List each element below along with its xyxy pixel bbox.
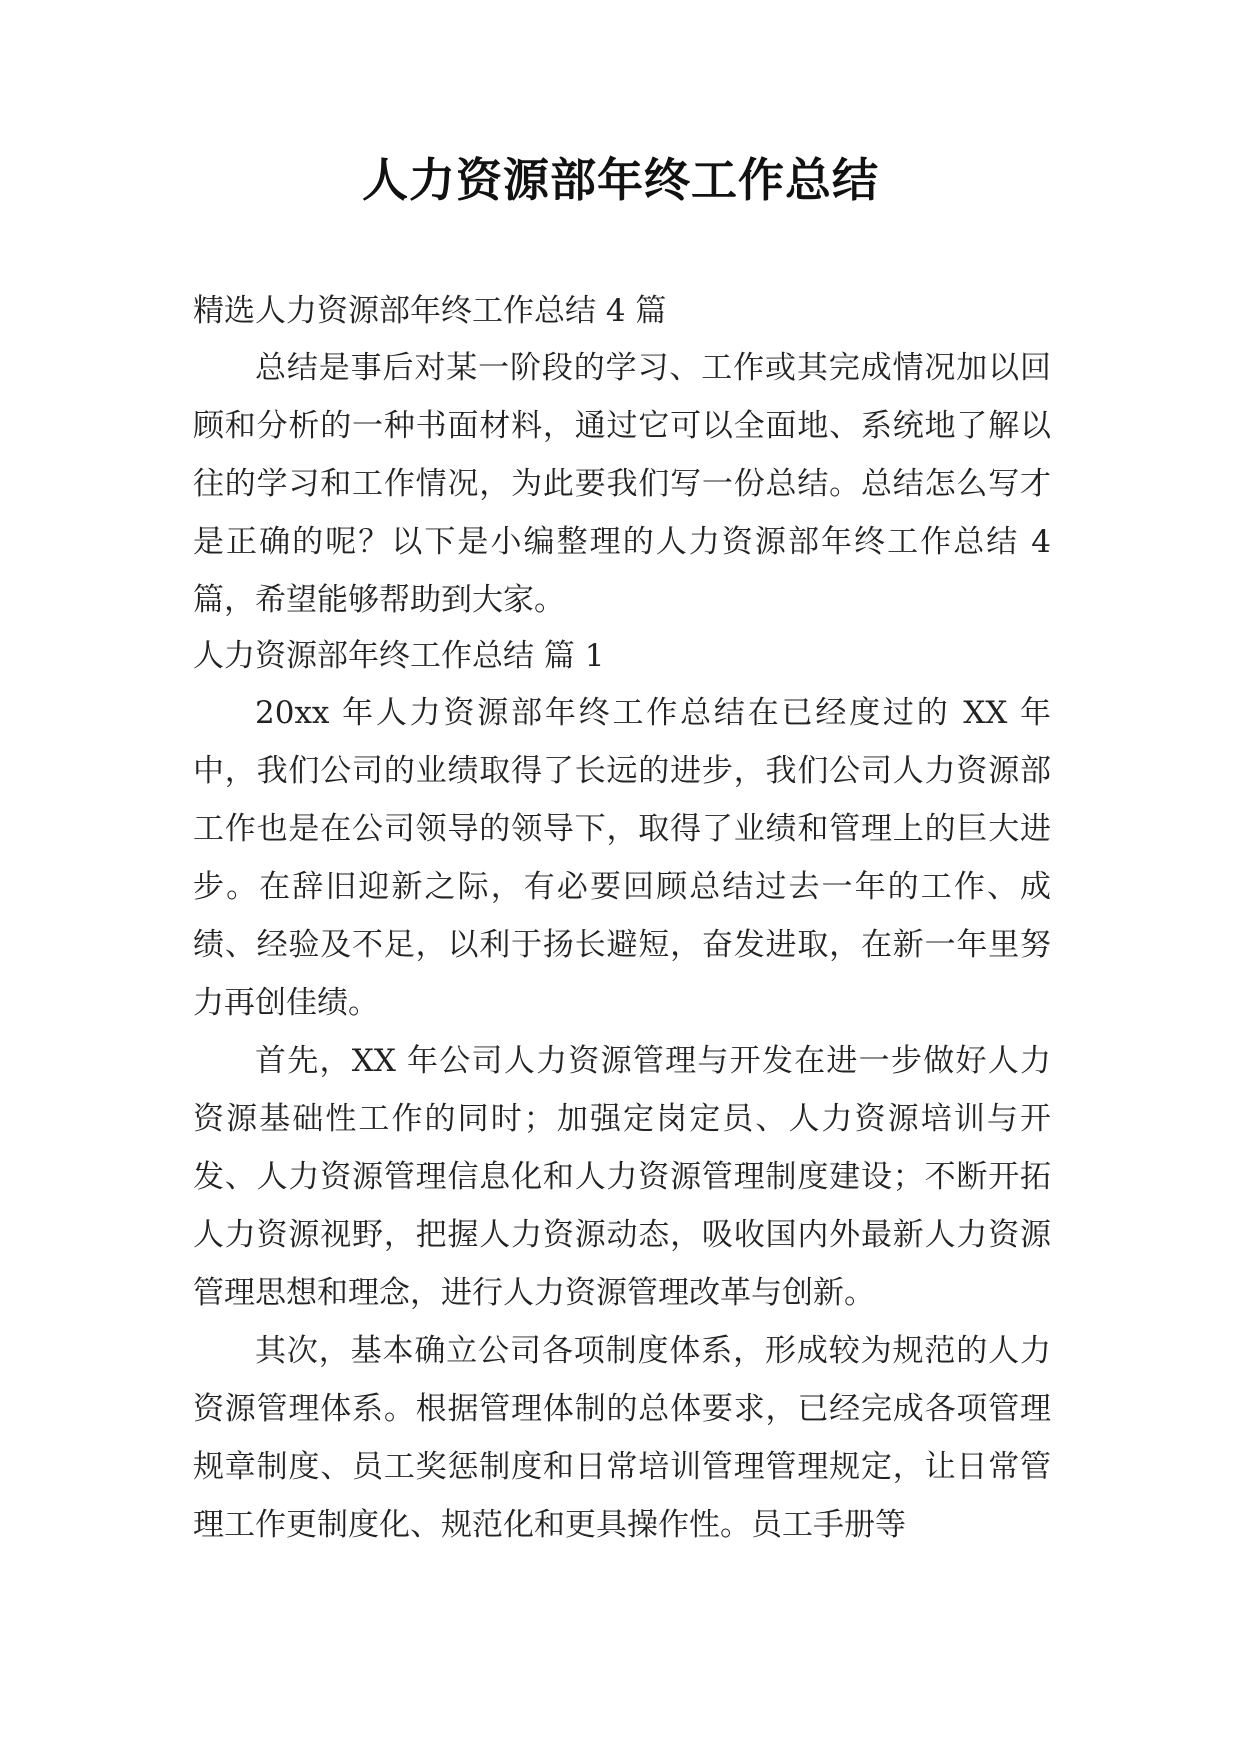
intro-paragraph: 总结是事后对某一阶段的学习、工作或其完成情况加以回顾和分析的一种书面材料，通过它可以全面地、系统地了解以往的学习和工作情况，为此要我们写一份总结。总结怎么写才是正确的呢？以下是小编整理的人力资源部年终工作总结 4 篇，希望能够帮助到大家。 [193, 350, 1051, 618]
document-body [193, 284, 1051, 1554]
body-paragraph-1: 20xx 年人力资源部年终工作总结在已经度过的 XX 年中，我们公司的业绩取得了长远的进步，我们公司人力资源部工作也是在公司领导的领导下，取得了业绩和管理上的巨大进步。在辞旧迎新之际，有必要回顾总结过去一年的工作、成绩、经验及不足，以利于扬长避短，奋发进取，在新一年里努力再创佳绩。 [193, 695, 1051, 1021]
document-title: 人力资源部年终工作总结 [362, 153, 879, 207]
body-paragraph-2: 首先，XX 年公司人力资源管理与开发在进一步做好人力资源基础性工作的同时；加强定岗定员、人力资源培训与开发、人力资源管理信息化和人力资源管理制度建设；不断开拓人力资源视野，把握人力资源动态，吸收国内外最新人力资源管理思想和理念，进行人力资源管理改革与创新。 [193, 1043, 1051, 1311]
body-paragraph-3: 其次，基本确立公司各项制度体系，形成较为规范的人力资源管理体系。根据管理体制的总体要求，已经完成各项管理规章制度、员工奖惩制度和日常培训管理管理规定，让日常管理工作更制度化、规范化和更具操作性。员工手册等 [193, 1333, 1051, 1543]
section-heading: 人力资源部年终工作总结 篇 1 [193, 638, 605, 674]
document-subtitle: 精选人力资源部年终工作总结 4 篇 [193, 293, 667, 329]
